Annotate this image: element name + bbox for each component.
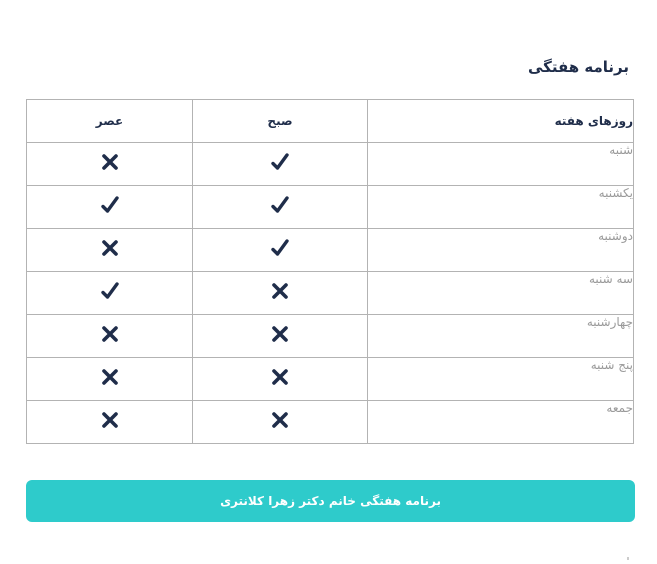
header-afternoon: عصر (27, 100, 193, 143)
table-row (27, 272, 634, 315)
morning-cell (193, 401, 368, 444)
day-label: شنبه (368, 143, 634, 186)
cross-icon (100, 410, 120, 430)
schedule-button[interactable]: برنامه هفتگی خانم دکتر زهرا کلانتری (26, 480, 635, 522)
cross-icon (100, 238, 120, 258)
cross-icon (270, 367, 290, 387)
table-row (27, 186, 634, 229)
day-label: جمعه (368, 401, 634, 444)
morning-cell (193, 186, 368, 229)
day-label: یکشنبه (368, 186, 634, 229)
corner-mark (627, 557, 629, 560)
check-icon (100, 281, 120, 301)
check-icon (100, 195, 120, 215)
header-morning: صبح (193, 100, 368, 143)
afternoon-cell (27, 186, 193, 229)
table-header-row (27, 100, 634, 143)
table-row (27, 143, 634, 186)
afternoon-cell (27, 143, 193, 186)
afternoon-cell (27, 229, 193, 272)
morning-cell (193, 315, 368, 358)
day-label: سه شنبه (368, 272, 634, 315)
day-label: دوشنبه (368, 229, 634, 272)
afternoon-cell (27, 401, 193, 444)
table-row (27, 229, 634, 272)
header-days: روزهای هفته (368, 100, 634, 143)
day-label: چهارشنبه (368, 315, 634, 358)
morning-cell (193, 272, 368, 315)
check-icon (270, 152, 290, 172)
page-title: برنامه هفتگی (527, 58, 629, 76)
check-icon (270, 195, 290, 215)
morning-cell (193, 229, 368, 272)
afternoon-cell (27, 272, 193, 315)
cross-icon (100, 367, 120, 387)
check-icon (270, 238, 290, 258)
morning-cell (193, 143, 368, 186)
morning-cell (193, 358, 368, 401)
day-label: پنج شنبه (368, 358, 634, 401)
cross-icon (100, 152, 120, 172)
afternoon-cell (27, 315, 193, 358)
cross-icon (270, 410, 290, 430)
cross-icon (100, 324, 120, 344)
table-row (27, 358, 634, 401)
cross-icon (270, 281, 290, 301)
afternoon-cell (27, 358, 193, 401)
table-row (27, 401, 634, 444)
weekly-schedule-table (26, 99, 634, 444)
cross-icon (270, 324, 290, 344)
table-row (27, 315, 634, 358)
